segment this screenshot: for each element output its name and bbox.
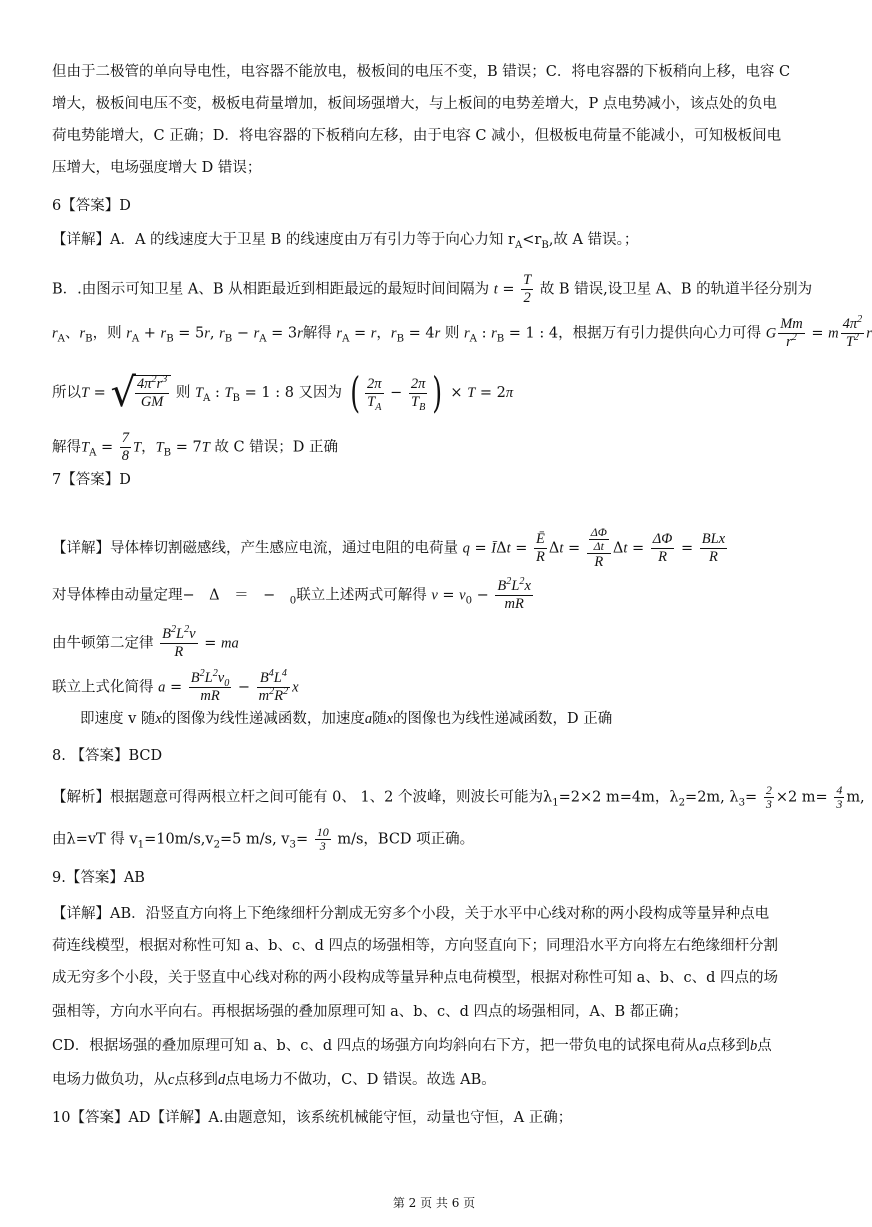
explanation-7b: 对导体棒由动量定理− Δ ＝ − $_0$联立上述两式可解得 $v = v_0$ − $\frac{B^2L^2x}{mR}$ — [52, 576, 531, 612]
text-line: 成无穷多个小段，关于竖直中心线对称的两小段构成等量异种点电荷模型，根据对称性可知 a、b、c、d 四点的场 — [52, 970, 779, 986]
explanation-9-cd-2: 电场力做负功，从c点移到d点电场力不做功，C、D 错误。故选 AB。 — [52, 1072, 496, 1088]
text-line: 压增大，电场强度增大 D 错误； — [52, 160, 262, 176]
text-line: 但由于二极管的单向导电性，电容器不能放电，极板间的电压不变，B 错误；C．将电容器的下板稍向上移，电容 C — [52, 64, 791, 80]
explanation-8a: 【解析】根据题意可得两根立杆之间可能有 0、 1、2 个波峰，则波长可能为$\lambda_1=2\times 2$ m=4m，$\lambda_2=2m$, $\lambda_3=$ $\frac{2}{3}$ ×2 m= $\frac{4}{3}$ m, — [52, 783, 865, 811]
explanation-7a: 【详解】导体棒切割磁感线，产生感应电流，通过电阻的电荷量 q = ĪΔt = $\frac{Ē}{R}$ Δt = $\frac{\frac{\Delta\Phi}{\Delta t}}{R}$ Δt = $\frac{\Delta\Phi}{R}$ = $\frac{\text{BLx}}{R}$ — [52, 525, 726, 570]
explanation-6c: $r_A$、$r_B$，则 $r_A + r_B = 5r$, $r_B - r_A = 3r$解得 $r_A = r$，$r_B = 4r$ 则 $r_A$ : $r_B = 1$ : 4，根据万有引力提供向心力可得 G $\frac{Mm}{r^2}$ = m $\frac{4\pi^2}{T^2}$ r — [52, 314, 872, 350]
explanation-6e: 解得$T_A$ = $\frac{7}{8}$ T，$T_B = 7T$ 故 C 错误；D 正确 — [52, 430, 338, 464]
explanation-7e: 即速度 v 随x的图像为线性递减函数，加速度a随x的图像也为线性递减函数，D 正确 — [80, 711, 613, 727]
explanation-8b: 由λ=vT 得 $v_1=10m/s,v_2=5$ m/s, $v_3=$ $\frac{10}{3}$ m/s，BCD 项正确。 — [52, 825, 475, 853]
answer-8: 8. 【答案】BCD — [52, 748, 163, 764]
explanation-7d: 联立上式化简得 a = $\frac{B^2L^2v_0}{mR}$ − $\frac{B^4L^4}{m^2R^2}$ x — [52, 668, 299, 704]
text-line: 增大，极板间电压不变，极板电荷量增加，板间场强增大，与上板间的电势差增大，P 点电势减小，该点处的负电 — [52, 96, 777, 112]
answer-9: 9.【答案】AB — [52, 870, 145, 886]
answer-7: 7【答案】D — [52, 472, 131, 488]
answer-6: 6【答案】D — [52, 198, 131, 214]
text-line: 荷电势能增大，C 正确；D．将电容器的下板稍向左移，由于电容 C 减小，但极板电荷量不能减小，可知极板间电 — [52, 128, 782, 144]
text-line: 荷连线模型，根据对称性可知 a、b、c、d 四点的场强相等，方向竖直向下；同理沿水平方向将左右绝缘细杆分割 — [52, 938, 779, 954]
answer-10: 10【答案】AD【详解】A.由题意知，该系统机械能守恒，动量也守恒，A 正确； — [52, 1110, 573, 1126]
explanation-6d: 所以T = √ $\frac{4\pi^2r^3}{GM}$ 则 $T_A$ : $T_B = 1$ : 8 又因为 ( $\frac{2\pi}{T_A}$ − $\frac{2\pi}{T_B}$ ) × T = 2π — [52, 368, 514, 417]
explanation-6b: B．.由图示可知卫星 A、B 从相距最近到相距最远的最短时间间隔为 t = $\frac{T}{2}$ 故 B 错误,设卫星 A、B 的轨道半径分别为 — [52, 272, 813, 306]
text-line: 【详解】AB．沿竖直方向将上下绝缘细杆分割成无穷多个小段，关于水平中心线对称的两小段构成等量异种点电 — [52, 906, 770, 922]
page-footer: 第 2 页 共 6 页 — [392, 1196, 476, 1210]
explanation-9-cd: CD．根据场强的叠加原理可知 a、b、c、d 四点的场强方向均斜向右下方，把一带负电的试探电荷从a点移到b点 — [52, 1038, 772, 1054]
text-line: 强相等，方向水平向右。再根据场强的叠加原理可知 a、b、c、d 四点的场强相同，A、B 都正确； — [52, 1004, 688, 1020]
explanation-7c: 由牛顿第二定律 $\frac{B^2L^2v}{R}$ = ma — [52, 624, 239, 660]
explanation-6a: 【详解】A．A 的线速度大于卫星 B 的线速度由万有引力等于向心力知 $r_A<r_B$,故 A 错误。； — [52, 232, 639, 251]
